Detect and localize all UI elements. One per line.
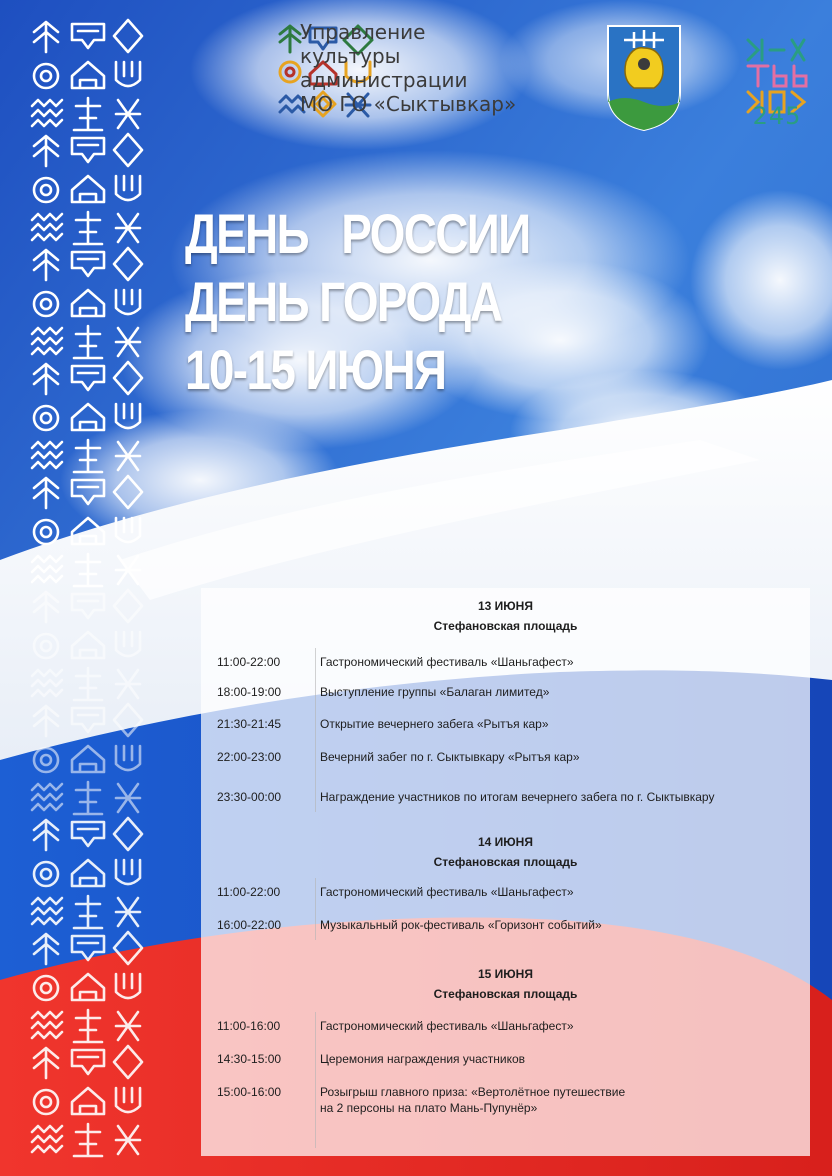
event-title: Гастрономический фестиваль «Шаньгафест» [320,1019,574,1033]
day-venue: Стефановская площадь [433,987,578,1001]
headline-line-3: 10-15 ИЮНЯ [185,338,446,401]
day-date: 15 ИЮНЯ [478,967,533,981]
event-time: 11:00-22:00 [217,885,281,899]
event-title: Церемония награждения участников [320,1052,526,1066]
event-title: Вечерний забег по г. Сыктывкару «Рытъя кар» [320,750,580,764]
headline-line-2: ДЕНЬ ГОРОДА [185,270,502,333]
event-time: 18:00-19:00 [217,685,282,699]
schedule [201,588,810,1156]
event-time: 14:30-15:00 [217,1052,282,1066]
column-divider [315,648,316,812]
ornament-column [28,18,148,1158]
event-title: Гастрономический фестиваль «Шаньгафест» [320,885,574,899]
day-date: 13 ИЮНЯ [478,599,533,613]
city-coat-of-arms [604,22,684,132]
headline-line-1: ДЕНЬ РОССИИ [185,202,530,265]
event-time: 11:00-22:00 [217,655,281,669]
event-title: Выступление группы «Балаган лимитед» [320,685,550,699]
event-time: 21:30-21:45 [217,717,282,731]
event-title: Гастрономический фестиваль «Шаньгафест» [320,655,574,669]
day-venue: Стефановская площадь [433,855,578,869]
event-time: 23:30-00:00 [217,790,282,804]
event-title: Розыгрыш главного приза: «Вертолётное путешествие на 2 персоны на плато Мань-Пупунёр» [320,1085,626,1115]
event-time: 22:00-23:00 [217,750,282,764]
anniversary-number: 245 [752,102,802,130]
column-divider [315,1012,316,1148]
schedule-panel [201,588,810,1156]
org-line-2: культуры [300,44,401,68]
organization-name [300,20,516,116]
event-time: 11:00-16:00 [217,1019,281,1033]
event-title: Награждение участников по итогам вечернего забега по г. Сыктывкару [320,790,715,804]
column-divider [315,878,316,940]
event-time: 15:00-16:00 [217,1085,282,1099]
event-time: 16:00-22:00 [217,918,282,932]
day-date: 14 ИЮНЯ [478,835,533,849]
event-title: Музыкальный рок-фестиваль «Горизонт событий» [320,918,602,932]
headline [185,200,530,404]
org-line-3: администрации [300,68,468,92]
event-title: Открытие вечернего забега «Рытъя кар» [320,717,549,731]
day-venue: Стефановская площадь [433,619,578,633]
org-line-4: МО ГО «Сыктывкар» [300,92,517,116]
org-line-1: Управление [300,20,426,44]
